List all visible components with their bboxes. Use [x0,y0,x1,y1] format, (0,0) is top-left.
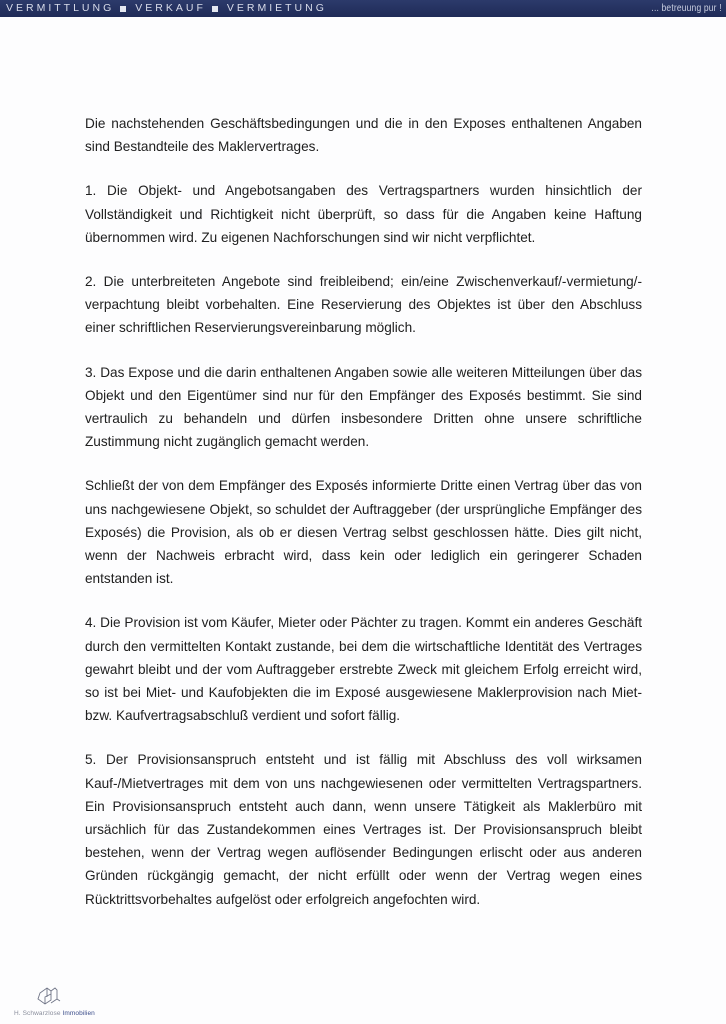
nav-item-vermietung: VERMIETUNG [226,2,327,14]
header-slogan: ... betreuung pur ! [651,3,722,14]
clause-5-paragraph: 5. Der Provisionsanspruch entsteht und ist fällig mit Abschluss des voll wirksamen Kauf-/Mietvertrages mit dem von uns nachgewiesenen oder vermittelten Vertragspartners. Ein Provisionsanspruch entsteht auch dann, wenn unsere Tätigkeit als Maklerbüro mit ursächlich für das Zustandekommen eines Vertrages ist. Der Provisionsanspruch bleibt bestehen, wenn der Vertrag wegen auflösender Bedingungen erlischt oder aus anderen Gründen rückgängig gemacht, der nicht erfüllt oder wenn der Vertrag wegen eines Rücktrittsvorbehaltes aufgelöst oder erfolgreich angefochten wird. [85,752,642,907]
document-body [85,112,642,932]
clause-2-paragraph: 2. Die unterbreiteten Angebote sind freibleibend; ein/eine Zwischenverkauf/-vermietung/-verpachtung bleibt vorbehalten. Eine Reservierung des Objektes ist über den Abschluss einer schriftlichen Reservierungsvereinbarung möglich. [85,274,642,336]
intro-paragraph: Die nachstehenden Geschäftsbedingungen und die in den Exposes enthaltenen Angaben sind Bestandteile des Maklervertrages. [85,116,642,155]
clause-1-paragraph: 1. Die Objekt- und Angebotsangaben des Vertragspartners wurden hinsichtlich der Vollständigkeit und Richtigkeit nicht überprüft, so dass für die Angaben keine Haftung übernommen wird. Zu eigenen Nachforschungen sind wir nicht verpflichtet. [85,183,642,245]
company-name [14,1010,95,1017]
clause-4-paragraph: 4. Die Provision ist vom Käufer, Mieter oder Pächter zu tragen. Kommt ein anderes Geschäft durch den vermittelten Kontakt zustande, bei dem die wirtschaftliche Identität des Vertrages gewahrt bleibt und der vom Auftraggeber erstrebte Zweck mit gleichem Erfolg erreicht wird, so ist bei Miet- und Kaufobjekten die im Exposé ausgewiesene Maklerprovision nach Miet- bzw. Kaufvertragsabschluß verdient und sofort fällig. [85,615,642,724]
clause-3-continuation-paragraph: Schließt der von dem Empfänger des Exposés informierte Dritte einen Vertrag über das von uns nachgewiesene Objekt, so schuldet der Auftraggeber (der ursprüngliche Empfänger des Exposés) die Provision, als ob er diesen Vertrag selbst geschlossen hätte. Dies gilt nicht, wenn der Nachweis erbracht wird, dass kein oder lediglich ein geringerer Schaden entstanden ist. [85,478,642,587]
square-bullet-icon [120,6,126,12]
clause-3-paragraph: 3. Das Expose und die darin enthaltenen Angaben sowie alle weiteren Mitteilungen über das Objekt und den Eigentümer sind nur für den Empfänger des Exposés bestimmt. Sie sind vertraulich zu behandeln und dürfen insbesondere Dritten ohne unsere schriftliche Zustimmung nicht zugänglich gemacht werden. [85,364,642,450]
header-bar [0,0,726,17]
company-name-prefix: H. Schwarzlose [14,1010,61,1017]
house-floorplan-icon [36,985,62,1007]
company-logo [14,985,94,1021]
company-name-accent: Immobilien [62,1010,95,1017]
square-bullet-icon [212,6,218,12]
nav-item-vermittlung: VERMITTLUNG [6,2,115,14]
header-nav [6,0,327,17]
nav-item-verkauf: VERKAUF [135,2,206,14]
